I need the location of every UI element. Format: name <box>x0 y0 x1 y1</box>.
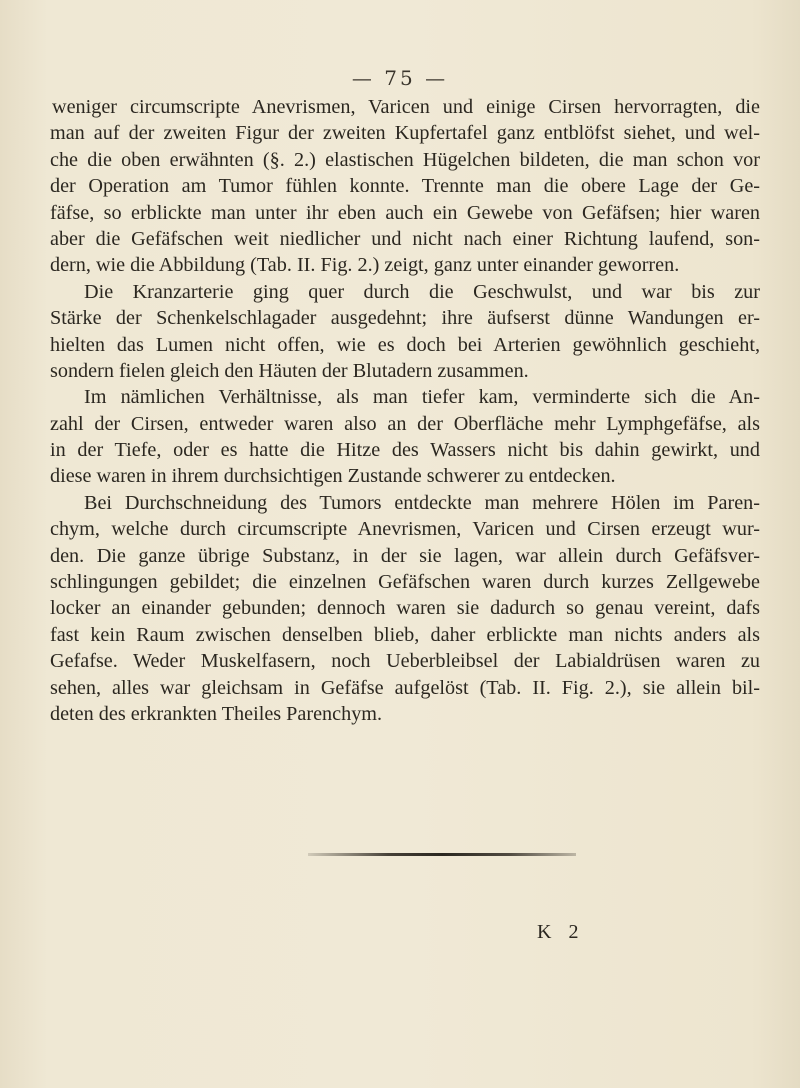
text-line: che die oben erwähnten (§. 2.) elastischen Hügelchen bildeten, die man schon vor <box>50 148 760 171</box>
text-line: Gefafse. Weder Muskelfasern, noch Ueberbleibsel der Labialdrüsen waren zu <box>50 650 760 673</box>
text-line: diese waren in ihrem durchsichtigen Zustande schwerer zu entdecken. <box>50 465 616 488</box>
page-number: — 75 — <box>351 66 449 90</box>
text-line: schlingungen gebildet; die einzelnen Gefäfschen waren durch kurzes Zellgewebe <box>50 571 760 594</box>
text-line: fäfse, so erblickte man unter ihr eben auch ein Gewebe von Gefäfsen; hier waren <box>50 201 760 224</box>
paragraph-start: Bei Durchschneidung des Tumors entdeckte man mehrere Hölen im Paren- <box>84 491 760 514</box>
text-line: deten des erkrankten Theiles Parenchym. <box>50 702 383 725</box>
text-line: dern, wie die Abbildung (Tab. II. Fig. 2.) zeigt, ganz unter einander geworren. <box>50 254 680 277</box>
text-line: hielten das Lumen nicht offen, wie es doch bei Arterien gewöhnlich geschieht, <box>50 333 760 356</box>
text-line: sondern fielen gleich den Häuten der Blutadern zusammen. <box>50 359 529 382</box>
text-line: Stärke der Schenkelschlagader ausgedehnt; ihre äufserst dünne Wandungen er- <box>50 307 760 330</box>
text-line: sehen, alles war gleichsam in Gefäfse aufgelöst (Tab. II. Fig. 2.), sie allein bil- <box>50 676 760 699</box>
text-line: der Operation am Tumor fühlen konnte. Trennte man die obere Lage der Ge- <box>50 175 760 198</box>
text-line: chym, welche durch circumscripte Anevrismen, Varicen und Cirsen erzeugt wur- <box>50 518 760 541</box>
text-line: zahl der Cirsen, entweder waren also an der Oberfläche mehr Lymphgefäfse, als <box>50 412 760 435</box>
section-divider <box>308 853 576 856</box>
text-line: man auf der zweiten Figur der zweiten Kupfertafel ganz entblöfst siehet, und wel- <box>50 122 760 145</box>
text-line: den. Die ganze übrige Substanz, in der sie lagen, war allein durch Gefäfsver- <box>50 544 760 567</box>
text-line: fast kein Raum zwischen denselben blieb, daher erblickte man nichts anders als <box>50 623 760 646</box>
text-line: aber die Gefäfschen weit niedlicher und nicht nach einer Richtung laufend, son- <box>50 227 760 250</box>
body-text <box>50 94 760 727</box>
text-line: in der Tiefe, oder es hatte die Hitze des Wassers nicht bis dahin gewirkt, und <box>50 439 760 462</box>
text-line: weniger circumscripte Anevrismen, Varicen und einige Cirsen hervorragten, die <box>52 96 760 118</box>
paragraph-start: Die Kranzarterie ging quer durch die Geschwulst, und war bis zur <box>84 280 760 303</box>
signature-mark: K 2 <box>537 921 585 943</box>
paragraph-start: Im nämlichen Verhältnisse, als man tiefer kam, verminderte sich die An- <box>84 386 760 409</box>
text-line: locker an einander gebunden; dennoch waren sie dadurch so genau vereint, dafs <box>50 597 760 620</box>
